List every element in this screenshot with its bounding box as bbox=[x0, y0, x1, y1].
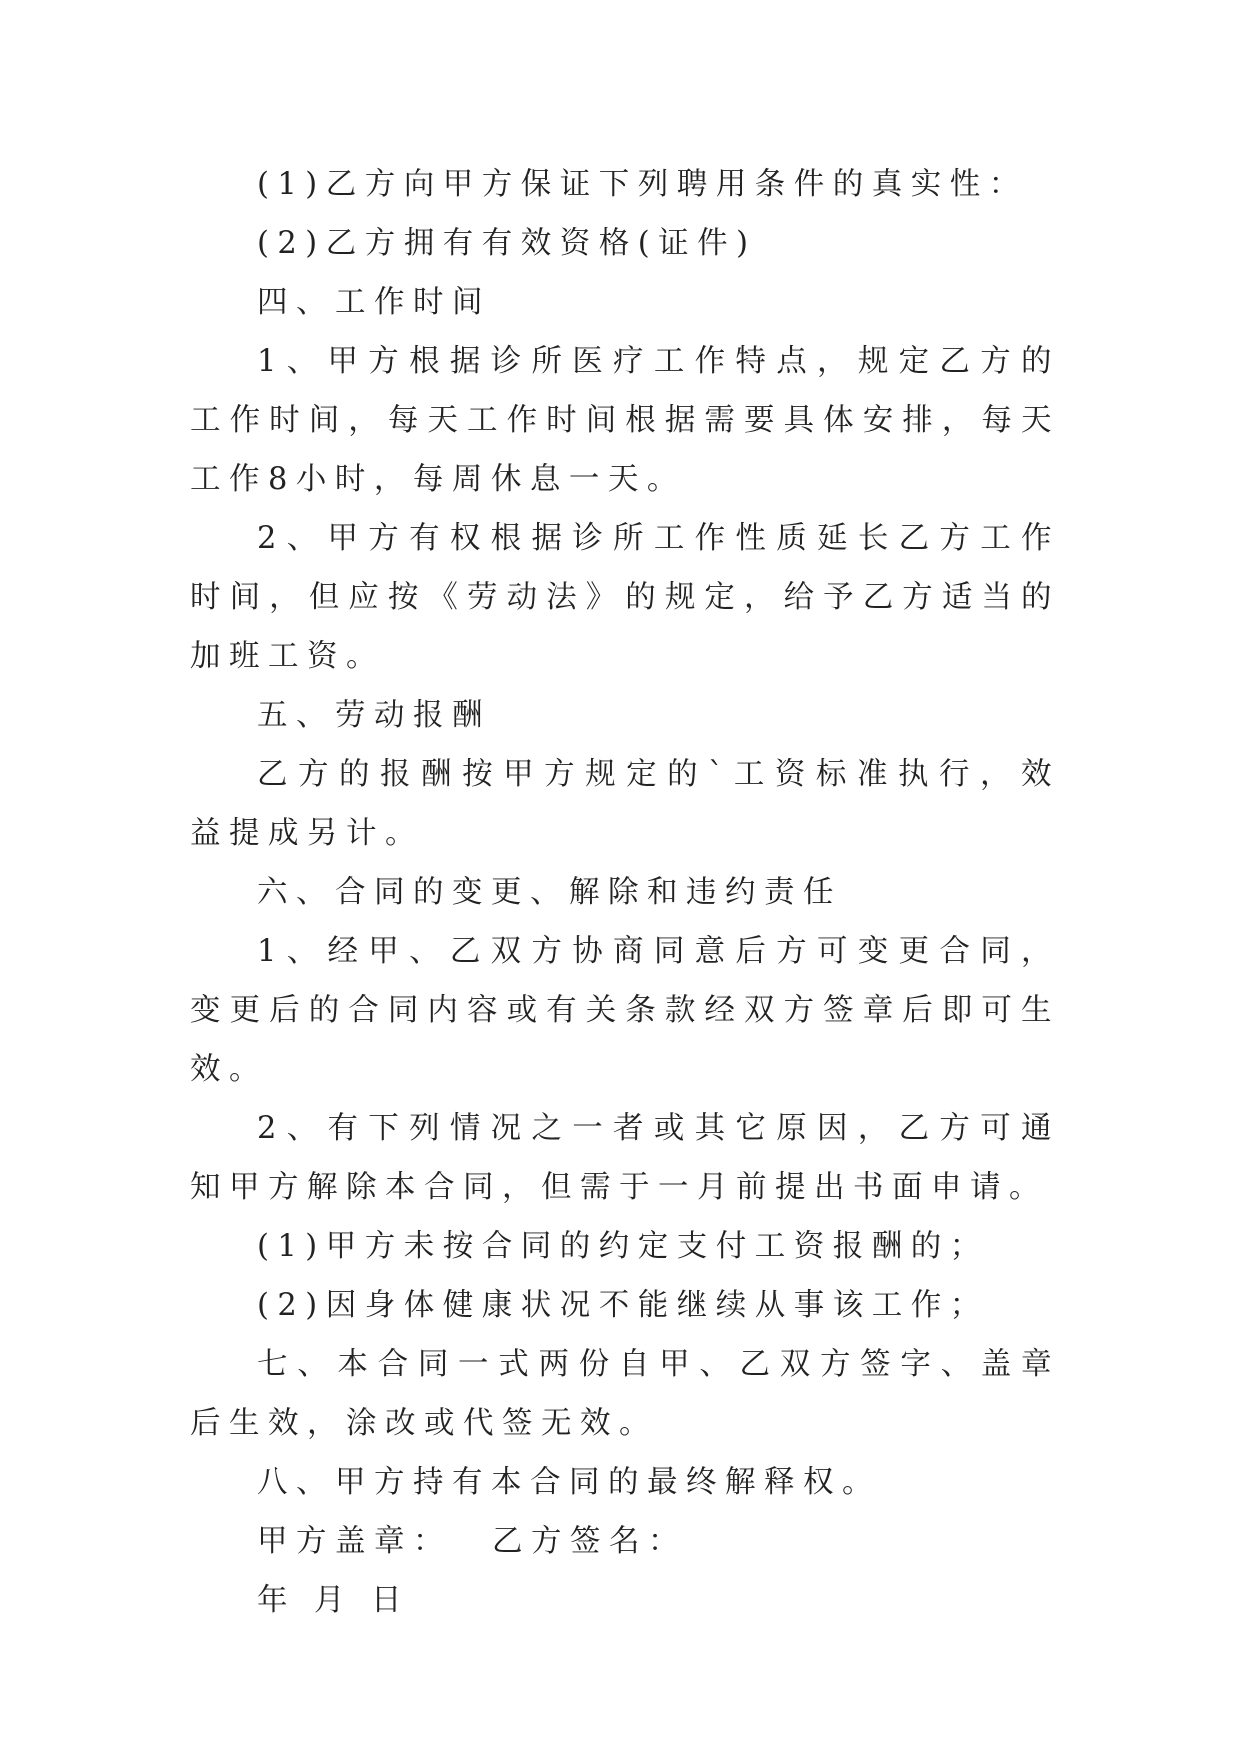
paragraph-work-time-2: 2、甲方有权根据诊所工作性质延长乙方工作时间，但应按《劳动法》的规定，给予乙方适当的加班工资。 bbox=[190, 521, 1060, 674]
paragraph-contract-copies: 七、本合同一式两份自甲、乙双方签字、盖章后生效，涂改或代签无效。 bbox=[190, 1347, 1060, 1441]
paragraph-contract-change-1: 1、经甲、乙双方协商同意后方可变更合同，变更后的合同内容或有关条款经双方签章后即可生效。 bbox=[190, 934, 1060, 1087]
party-a-seal-label: 甲方盖章： bbox=[257, 1524, 452, 1559]
document-body bbox=[190, 155, 1060, 1630]
paragraph-interpretation-right: 八、甲方持有本合同的最终解释权。 bbox=[257, 1465, 881, 1500]
signature-line bbox=[190, 1512, 1060, 1571]
paragraph-remuneration: 乙方的报酬按甲方规定的`工资标准执行，效益提成另计。 bbox=[190, 757, 1060, 851]
paragraph-termination-reason-1: (1)甲方未按合同的约定支付工资报酬的； bbox=[257, 1229, 989, 1264]
party-b-signature-label: 乙方签名： bbox=[492, 1524, 687, 1559]
date-line bbox=[190, 1571, 1060, 1630]
section-heading-contract-changes: 六、合同的变更、解除和违约责任 bbox=[257, 875, 842, 910]
section-heading-work-time: 四、工作时间 bbox=[257, 285, 491, 320]
date-year-label: 年 bbox=[257, 1583, 296, 1618]
paragraph-work-time-1: 1、甲方根据诊所医疗工作特点，规定乙方的工作时间，每天工作时间根据需要具体安排，每天工作8小时，每周休息一天。 bbox=[190, 344, 1060, 497]
date-month-label: 月 bbox=[314, 1583, 353, 1618]
paragraph-hiring-conditions: (1)乙方向甲方保证下列聘用条件的真实性： bbox=[257, 167, 1028, 202]
section-heading-remuneration: 五、劳动报酬 bbox=[257, 698, 491, 733]
paragraph-qualification: (2)乙方拥有有效资格(证件) bbox=[257, 226, 757, 261]
paragraph-contract-change-2: 2、有下列情况之一者或其它原因，乙方可通知甲方解除本合同，但需于一月前提出书面申请。 bbox=[190, 1111, 1060, 1205]
date-day-label: 日 bbox=[371, 1583, 410, 1618]
paragraph-termination-reason-2: (2)因身体健康状况不能继续从事该工作； bbox=[257, 1288, 989, 1323]
